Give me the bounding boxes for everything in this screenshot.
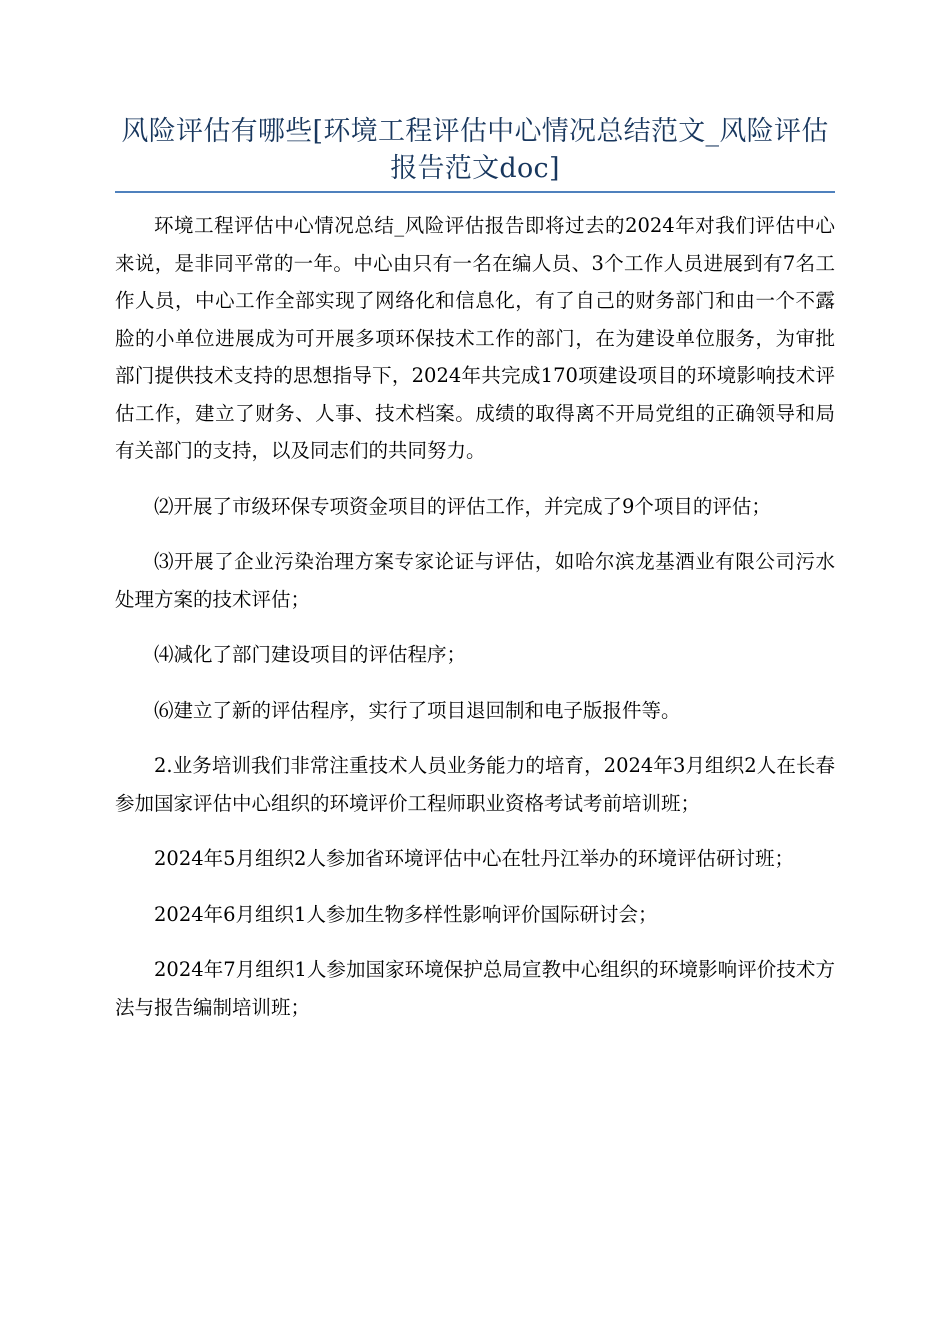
paragraph-item-4: ⑷减化了部门建设项目的评估程序；	[154, 643, 467, 666]
paragraph-item-3: ⑶开展了企业污染治理方案专家论证与评估，如哈尔滨龙基酒业有限公司污水处理方案的技术评估；	[115, 550, 835, 611]
paragraph-training-intro: 2.业务培训我们非常注重技术人员业务能力的培育，2024年3月组织2人在长春参加国家评估中心组织的环境评价工程师职业资格考试考前培训班；	[115, 754, 835, 815]
paragraph-item-2: ⑵开展了市级环保专项资金项目的评估工作，并完成了9个项目的评估；	[154, 494, 771, 518]
paragraph-item-6: ⑹建立了新的评估程序，实行了项目退回制和电子版报件等。	[154, 698, 681, 722]
paragraph-training-june: 2024年6月组织1人参加生物多样性影响评价国际研讨会；	[154, 902, 658, 926]
document-body	[115, 207, 835, 1044]
paragraph-training-may: 2024年5月组织2人参加省环境评估中心在牡丹江举办的环境评估研讨班；	[154, 847, 794, 870]
page-title: 风险评估有哪些[环境工程评估中心情况总结范文_风险评估报告范文doc]	[121, 116, 829, 184]
title-block	[115, 113, 835, 193]
paragraph-training-july: 2024年7月组织1人参加国家环境保护总局宣教中心组织的环境影响评价技术方法与报告编制培训班；	[115, 958, 835, 1019]
paragraph-summary: 环境工程评估中心情况总结_风险评估报告即将过去的2024年对我们评估中心来说，是非同平常的一年。中心由只有一名在编人员、3个工作人员进展到有7名工作人员，中心工作全部实现了网络化和信息化，有了自己的财务部门和由一个不露脸的小单位进展成为可开展多项环保技术工作的部门，在为建设单位服务，为审批部门提供技术支持的思想指导下，2024年共完成170项建设项目的环境影响技术评估工作，建立了财务、人事、技术档案。成绩的取得离不开局党组的正确领导和局有关部门的支持，以及同志们的共同努力。	[115, 214, 835, 462]
